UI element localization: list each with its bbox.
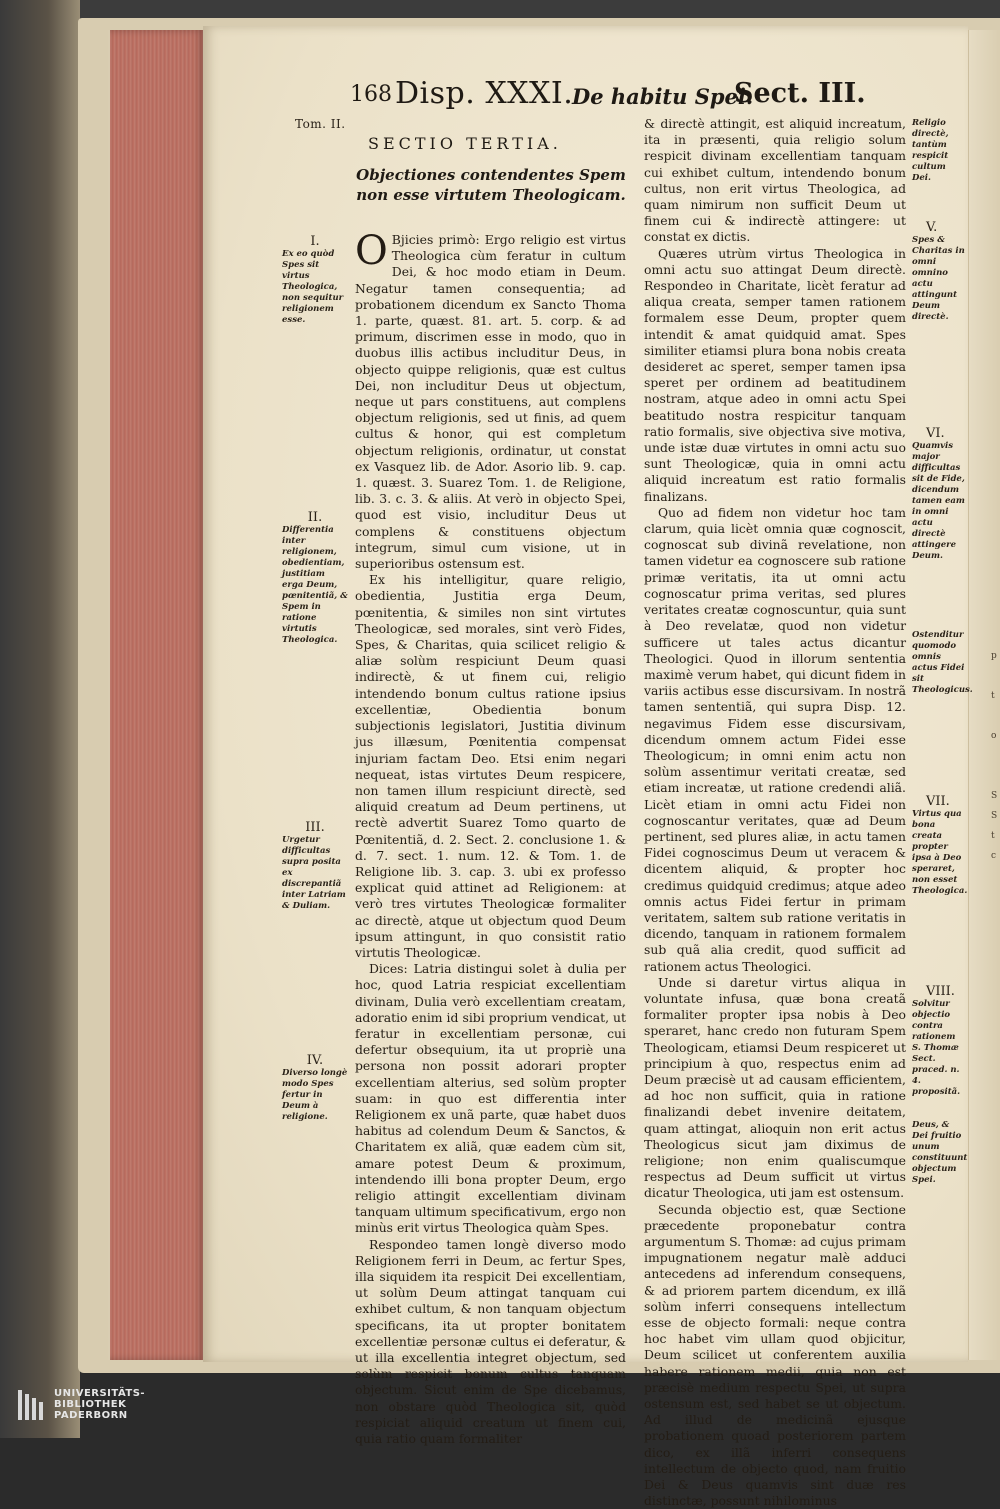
margin-note-text: Differentia inter religionem, obedientiam, justitiam erga Deum, pœnitentiã, & Spem in ratione virtutis Theologica. <box>282 525 348 645</box>
section-label: Sect. III. <box>734 78 866 109</box>
margin-note-text: Solvitur objectio contra rationem S. Thomæ Sect. praced. n. 4. propositã. <box>912 999 961 1097</box>
paragraph-text: Bjicies primò: Ergo religio est virtus Theologica cùm feratur in cultum Dei, & hoc modo etiam in Deum. Negatur tamen consequentia; ad probationem dicendum ex Sancto Thoma 1. parte, quæst. 81. art. 5. corp. & ad primum, discrimen esse in modo, quo in duobus illis actibus includitur Deus, in objecto quippe religionis, quæ est cultus Dei, non includitur Deus ut objectum, neque ut pars constituens, aut complens objectum religionis, sed ut finis, ad quem cultus & honor, qui est completum objectum religionis, ordinatur, ut constat ex Vasquez lib. de Ador. Asorio lib. 9. cap. 1. quæst. 3. Suarez Tom. 1. de Religione, lib. 3. c. 3. & aliis. At verò in objecto Spei, quod est visio, includitur Deus ut complens & constituens objectum integrum, simul cum visione, ut in superioribus ostensum est. <box>355 232 626 572</box>
facing-page-fragment: c <box>991 851 997 861</box>
margin-note-right <box>912 428 966 562</box>
logo-line: UNIVERSITÄTS- <box>54 1388 146 1399</box>
tome-label: Tom. II. <box>295 117 346 131</box>
margin-note-number: II. <box>307 510 323 525</box>
paragraph: Quo ad fidem non videtur hoc tam clarum, quia licèt omnia quæ cognoscit, cognoscat sub divinã revelatione, non tamen videtur ea cognoscere sub ratione primæ veritatis, ita ut omni actu cognoscatur prima veritas, sed plures veritates creatæ cognoscuntur, quia sunt à Deo revelatæ, quod non videtur sufficere ut tales actus dicantur Theologici. Quod in illorum sententia maximè verum habet, qui dicunt fidem in variis actibus esse discursivam. In nostrã tamen sententiã, qui supra Disp. 12. negavimus Fidem esse discursivam, dicendum omnem actum Fidei esse Theologicum; in omni enim actu non solùm assentimur veritati creatæ, sed etiam increatæ, ut ratione credendi aliã. Licèt etiam in omni actu Fidei non cognoscantur veritates, quæ ad Deum pertinent, sed plures aliæ, in actu tamen Fidei cognoscimus Deum ut veracem & dicentem aliquid, & propter hoc credimus quidquid credimus; atque adeo omnis actus Fidei fertur in primam veritatem, saltem sub ratione veritatis in dicendo, tanquam in rationem formalem sub quã alia credit, quod sufficit ad rationem actus Theologici. <box>644 504 906 974</box>
margin-note-number: VII. <box>926 794 950 809</box>
facing-page-fragment: S <box>991 811 998 821</box>
library-logo-icon <box>18 1390 48 1420</box>
initial-letter: O <box>355 228 388 274</box>
paragraph: Ex his intelligitur, quare religio, obedientia, Justitia erga Deum, pœnitentia, & similes non sint virtutes Theologicæ, sed morales, sint verò Fides, Spes, & Charitas, quia scilicet religio & aliæ solùm respiciunt Deum quasi indirectè, & ut finem cui, religio intendendo bonum cultus ratione ipsius excellentiæ, Obedientia bonum subjectionis legislatori, Justitia divinum jus illæsum, Pœnitentia compensat injuriam factam Deo. Etsi enim negari nequeat, istas virtutes Deum respicere, non tamen illum respiciunt directè, sed aliquid creatum ad Deum pertinens, ut rectè advertit Suarez Tomo quarto de Pœnitentiã, d. 2. Sect. 2. conclusione 1. & d. 7. sect. 1. num. 12. & Tom. 1. de Religione lib. 3. cap. 3. ubi ex professo explicat quid attinet ad Religionem: at verò tres virtutes Theologicæ formaliter ac directè, atque ut objectum quod Deum ipsum attingunt, in quo consistit ratio virtutis Theologicæ. <box>355 572 626 960</box>
paragraph: Secunda objectio est, quæ Sectione præcedente proponebatur contra argumentum S. Thomæ: ad cujus primam impugnationem negatur malè adduci antecedens ad inferendum consequens, & ad priorem partem dicendum, ex illã solùm inferri consequens intellectum esse de objecto formali: neque contra hoc habet vim ullam quod objicitur, Deum scilicet ut conferentem auxilia habere rationem medii, quia non est præcisè medium respectu Spei, ut supra ostensum est, sed habet se ut objectum. Ad illud de medicinã ejusque probationem quoad posteriorem partem dico, ex illã inferri consequens intellectum de objecto quod, nam fruitio Dei & Deus quamvis sint duæ res distinctæ, possunt nihilominus <box>644 1201 906 1509</box>
paragraph: Respondeo tamen longè diverso modo Religionem ferri in Deum, ac fertur Spes, illa siquidem ita respicit Dei excellentiam, ut solùm Deum attingat tanquam cui exhibet cultum, & non tanquam objectum specificans, ita ut propter bonitatem excellentiæ personæ cultus ei deferatur, & ut illa excellentia integret objectum, sed solùm respicit bonum cultus tanquam objectum. Sicut enim de Spe dicebamus, non obstare quòd Theologica sit, quòd respiciat aliquid creatum ut finem cui, quia ratio quam formaliter <box>355 1236 626 1447</box>
margin-note-right <box>912 630 973 696</box>
margin-note-left <box>282 512 348 646</box>
margin-note-number: VIII. <box>926 984 955 999</box>
library-logo <box>18 1388 218 1424</box>
left-column <box>355 228 626 1447</box>
margin-note-left <box>282 822 348 912</box>
margin-note-text: Spes & Charitas in omni omnino actu attingunt Deum directè. <box>912 235 965 322</box>
paragraph: & directè attingit, est aliquid increatum, ita in præsenti, quia religio solum respicit divinam excellentiam tanquam cui exhibet cultum, intendendo bonum cultus, non erit virtus Theologica, ad quam nimirum non sufficit Deum ut finem cui & indirectè attingere: ut constat ex dictis. <box>644 116 906 245</box>
margin-note-text: Urgetur difficultas supra posita ex discrepantiã inter Latriam & Duliam. <box>282 835 346 911</box>
paragraph: Quæres utrùm virtus Theologica in omni actu suo attingat Deum directè. Respondeo in Charitate, licèt feratur ad aliqua creata, semper tamen rationem formalem esse Deum, propter quem intendit & amat quidquid amat. Spes similiter etiamsi plura bona nobis creata desideret ac speret, semper tamen ipsa speret per ordinem ad beatitudinem nostram, atque adeo in omni actu Spei beatitudo nostra respicitur tanquam ratio formalis, sive objectiva sive motiva, unde istæ duæ virtutes in omni actu suo sunt Theologicæ, quia in omni actu aliquid increatum est ratio formalis finalizans. <box>644 245 906 504</box>
facing-page-fragment: S <box>991 791 998 801</box>
margin-note-text: Diverso longè modo Spes fertur in Deum à religione. <box>282 1068 348 1122</box>
margin-note-right <box>912 986 966 1098</box>
margin-note-text: Ostenditur quomodo omnis actus Fidei sit Theologicus. <box>912 630 973 695</box>
disputatio-label: Disp. XXXI. <box>395 76 574 111</box>
page-edges <box>108 30 206 1360</box>
objections-title: Objectiones contendentes Spem non esse virtutem Theologicam. <box>356 166 626 204</box>
margin-note-number: V. <box>926 220 938 235</box>
facing-page-fragment: p <box>991 651 997 661</box>
margin-note-text: Religio directè, tantùm respicit cultum Dei. <box>912 118 949 183</box>
margin-note-text: Virtus qua bona creata propter ipsa à Deo speraret, non esset Theologica. <box>912 809 968 896</box>
section-title: SECTIO TERTIA. <box>368 134 562 153</box>
margin-note-number: III. <box>305 820 325 835</box>
margin-note-number: I. <box>310 234 320 249</box>
margin-note-right <box>912 118 966 184</box>
facing-page-fragment: t <box>991 691 995 701</box>
right-column <box>644 116 906 1509</box>
logo-line: BIBLIOTHEK <box>54 1399 127 1410</box>
paragraph: Dices: Latria distingui solet à dulia per hoc, quod Latria respiciat excellentiam divinam, Dulia verò excellentiam creatam, adoratio enim id sibi proprium vendicat, ut feratur in excellentiam personæ, cui defertur obsequium, ita ut propriè una persona non possit adorari propter excellentiam alterius, sed solùm propter suam: in quo est differentia inter Religionem ex unã parte, quæ habet duos habitus ad colendum Deum & Sanctos, & Charitatem ex aliã, quæ eadem cùm sit, amare potest Deum & proximum, intendendo illi bona propter Deum, ergo religio attingit excellentiam divinam tanquam ultimum specificativum, ergo non minùs erit virtus Theologica quàm Spes. <box>355 961 626 1236</box>
margin-note-text: Deus, & Dei fruitio unum constituunt objectum Spei. <box>912 1120 968 1185</box>
margin-note-number: IV. <box>306 1053 324 1068</box>
margin-note-text: Ex eo quòd Spes sit virtus Theologica, non sequitur religionem esse. <box>282 249 344 325</box>
facing-page-strip <box>968 30 1000 1360</box>
running-title: De habitu Spei. <box>572 84 754 109</box>
margin-note-number: VI. <box>926 426 945 441</box>
margin-note-right <box>912 796 966 897</box>
paragraph: Unde si daretur virtus aliqua in voluntate infusa, quæ bona creatã formaliter propter ipsa nobis à Deo speraret, hanc credo non futuram Spem Theologicam, etiamsi Deum respiceret ut principium à quo, respectus enim ad Deum præcisè ut ad causam efficientem, ad hoc non sufficit, quia in ratione finalizandi debet invenire deitatem, quam attingat, alioquin non erit actus Theologicus sicut jam diximus de religione; non enim qualiscumque respectus ad Deum sufficit ut virtus dicatur Theologica, uti jam est ostensum. <box>644 974 906 1201</box>
paragraph <box>355 228 626 572</box>
margin-note-right <box>912 1120 966 1186</box>
library-logo-text <box>54 1388 145 1421</box>
margin-note-text: Quamvis major difficultas sit de Fide, dicendum tamen eam in omni actu directè attingere Deum. <box>912 441 965 561</box>
margin-note-right <box>912 222 966 323</box>
scan-background-left <box>0 0 80 1438</box>
margin-note-left <box>282 1055 348 1123</box>
facing-page-fragment: o <box>991 731 997 741</box>
page-number: 168 <box>350 82 392 107</box>
facing-page-fragment: t <box>991 831 995 841</box>
running-head <box>350 72 950 112</box>
margin-note-left <box>282 236 348 326</box>
logo-line: PADERBORN <box>54 1410 128 1421</box>
scan-background-top <box>0 0 1000 18</box>
